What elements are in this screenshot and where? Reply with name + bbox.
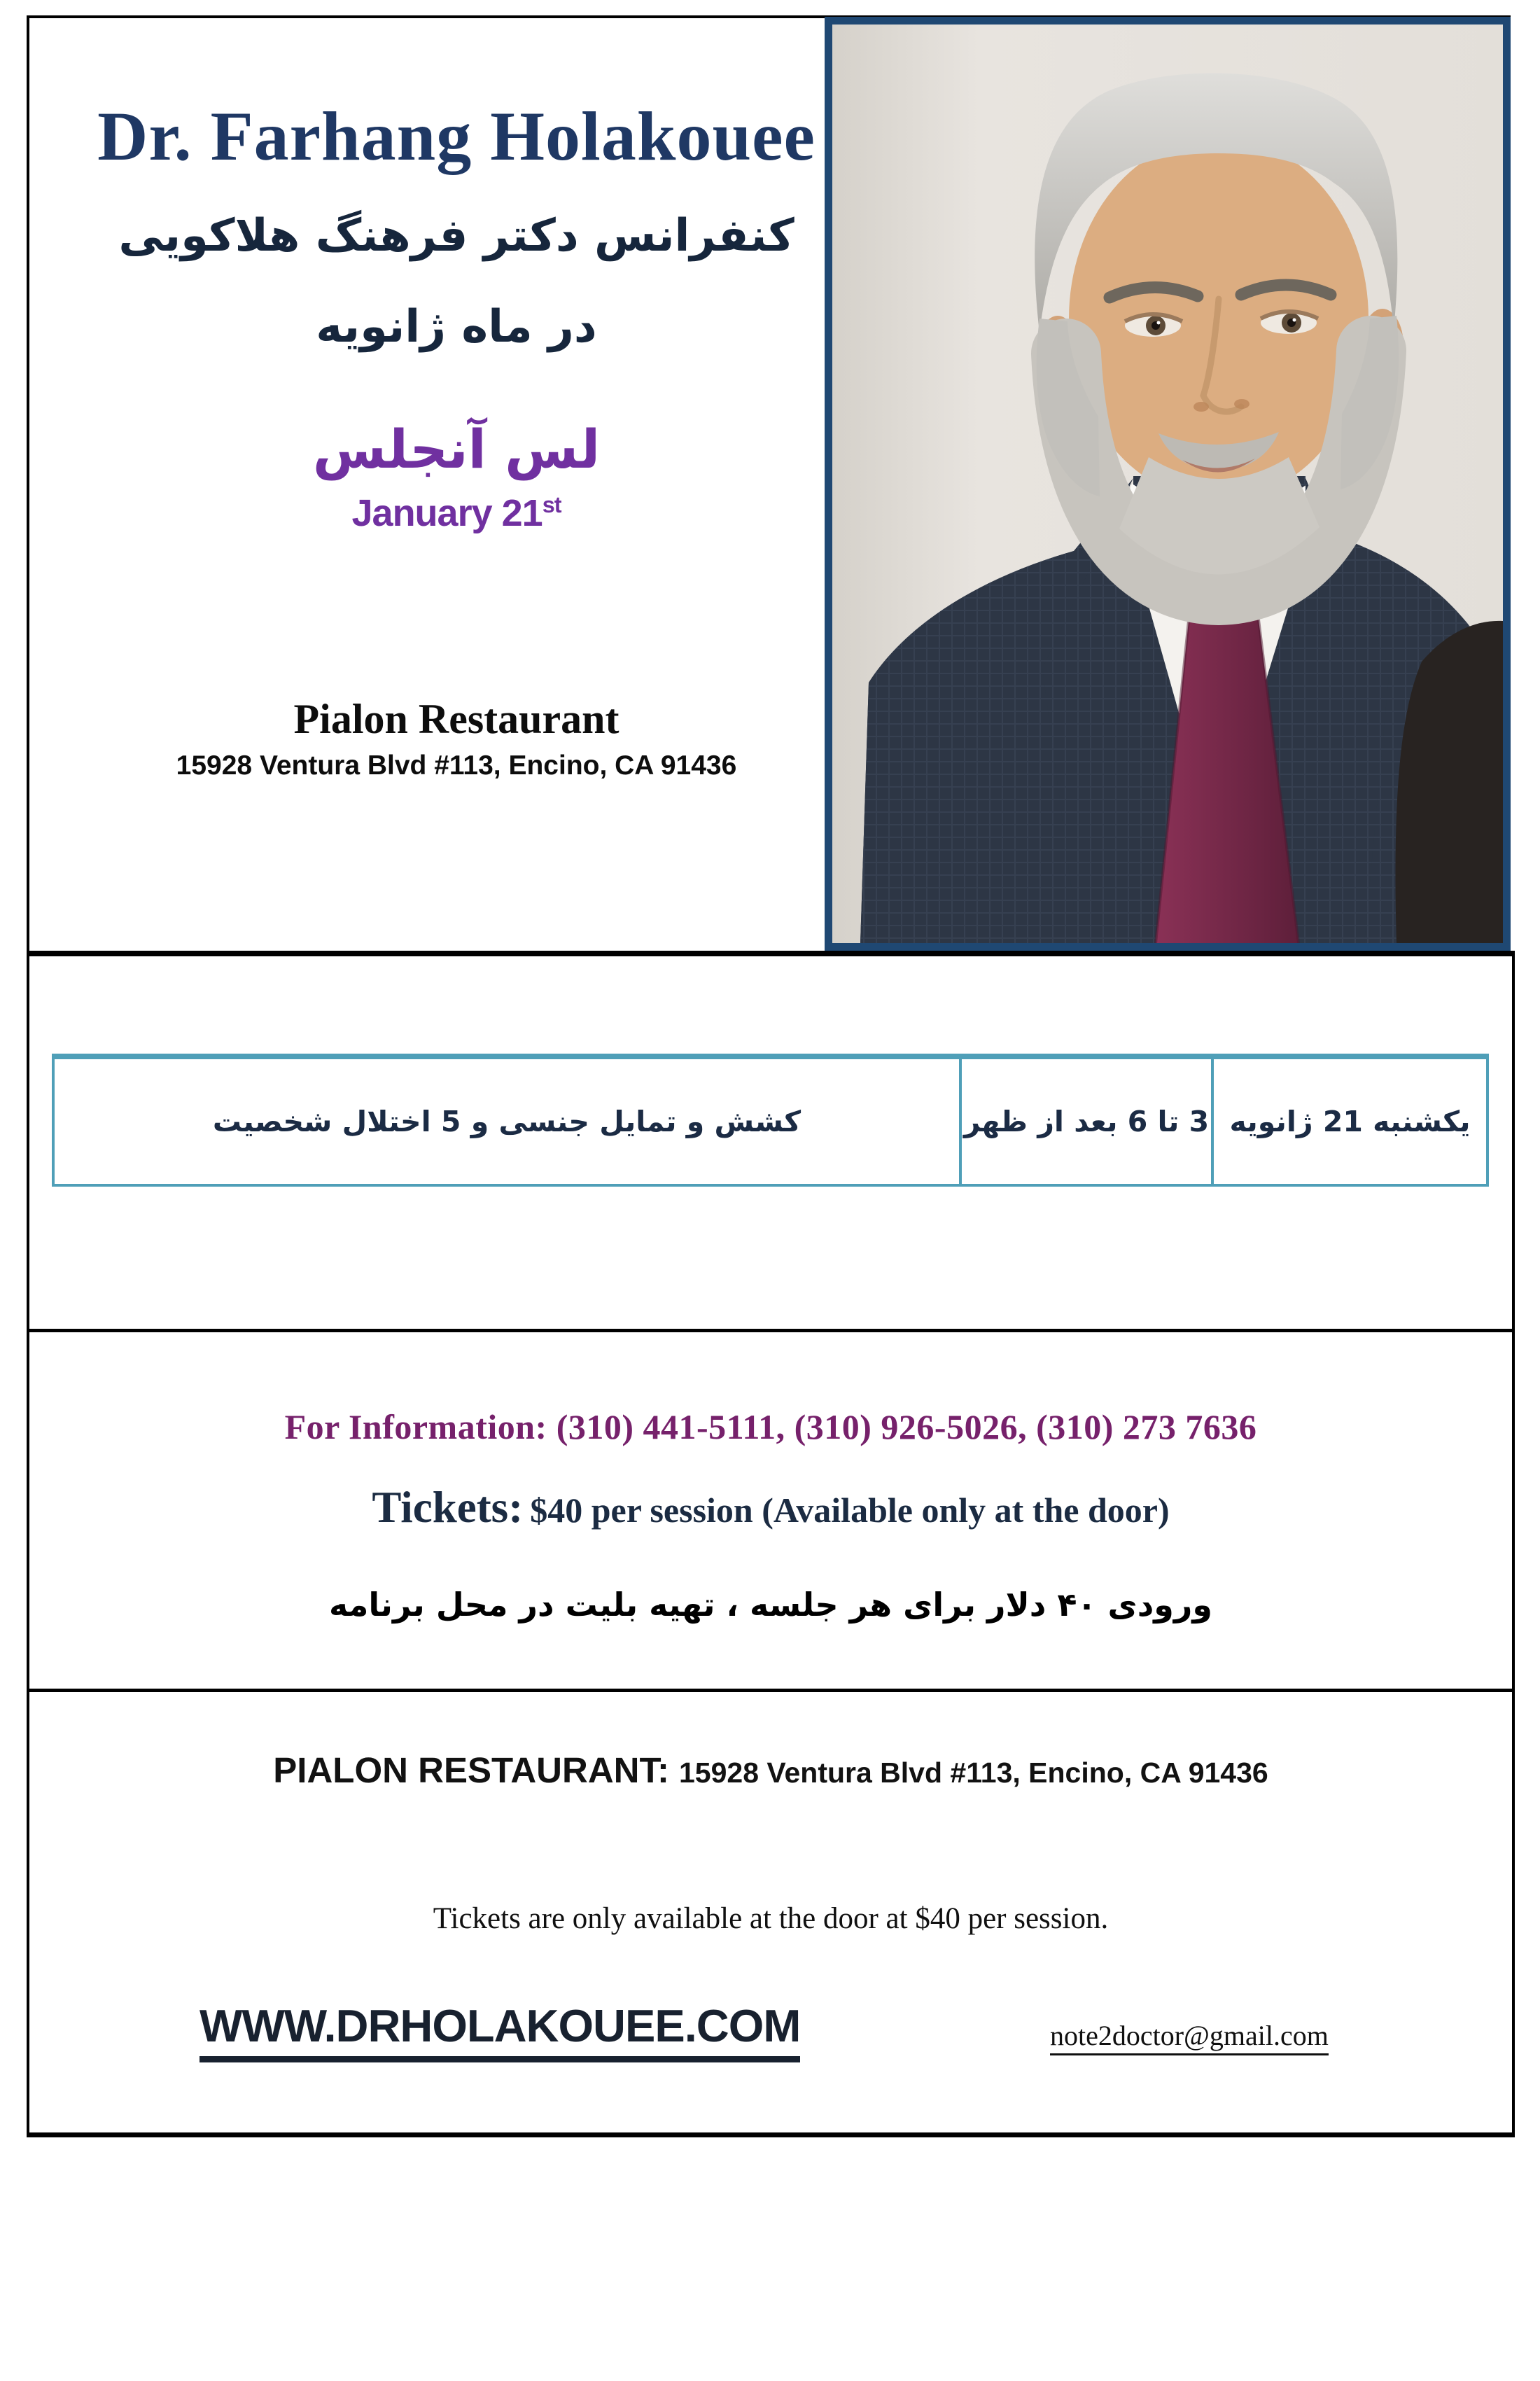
info-phones-line: For Information: (310) 441-5111, (310) 926-5026, (310) 273 7636	[284, 1407, 1257, 1446]
schedule-date-cell: یکشنبه 21 ژانویه	[1211, 1059, 1486, 1184]
email-link[interactable]: note2doctor@gmail.com	[1050, 2019, 1329, 2055]
event-date	[59, 493, 854, 533]
portrait-photo	[825, 17, 1511, 951]
section-divider-1	[27, 951, 1515, 956]
page-title: Dr. Farhang Holakouee	[97, 97, 816, 175]
subtitle-farsi-line1: کنفرانس دکتر فرهنگ هلاکویی	[118, 210, 794, 262]
footer-venue-label: PIALON RESTAURANT:	[273, 1750, 669, 1790]
bottom-border	[27, 2132, 1515, 2137]
schedule-topic-cell: کشش و تمایل جنسی و 5 اختلال شخصیت	[212, 1105, 802, 1138]
top-left-column	[59, 36, 854, 968]
venue-address: 15928 Ventura Blvd #113, Encino, CA 91436	[176, 750, 737, 781]
tickets-detail: $40 per session (Available only at the door)	[530, 1490, 1170, 1530]
tickets-line	[27, 1484, 1515, 1530]
footer-venue-address: 15928 Ventura Blvd #113, Encino, CA 91436	[679, 1757, 1268, 1789]
portrait-illustration	[832, 25, 1503, 943]
venue-name: Pialon Restaurant	[293, 696, 620, 742]
schedule-time-cell: 3 تا 6 بعد از ظهر	[959, 1059, 1211, 1184]
tickets-note-farsi: ورودی ۴۰ دلار برای هر جلسه ، تهیه بلیت در محل برنامه	[329, 1586, 1212, 1624]
tickets-label: Tickets:	[372, 1483, 524, 1532]
subtitle-farsi-line2: در ماه ژانویه	[316, 301, 597, 353]
footer-venue-line	[27, 1752, 1515, 1789]
schedule-table	[52, 1054, 1489, 1187]
website-link[interactable]: WWW.DRHOLAKOUEE.COM	[200, 1999, 800, 2062]
door-note: Tickets are only available at the door at $40 per session.	[433, 1902, 1109, 1935]
event-date-ordinal: st	[542, 492, 561, 517]
city-label-farsi: لس آنجلس	[312, 418, 601, 480]
event-date-text: January 21	[351, 492, 542, 534]
